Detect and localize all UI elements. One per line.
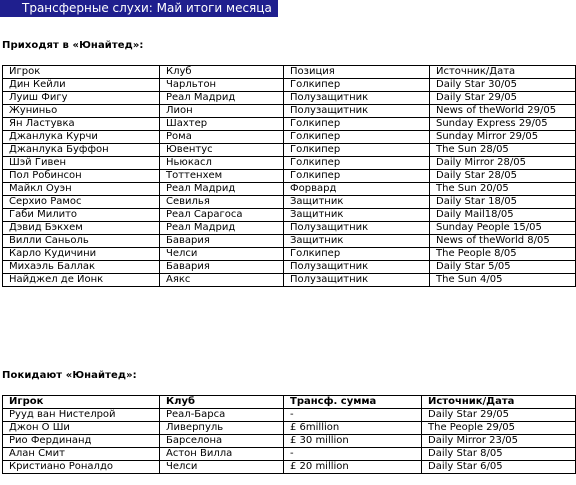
table-cell: Челси: [160, 461, 284, 474]
table-row: [3, 170, 576, 183]
table-row: [3, 461, 576, 474]
table-cell: Рууд ван Нистелрой: [3, 409, 160, 422]
table-cell: Daily Star 29/05: [422, 409, 576, 422]
table-cell: Габи Милито: [3, 209, 160, 222]
table-cell: Шэй Гивен: [3, 157, 160, 170]
table-cell: Daily Star 28/05: [430, 170, 576, 183]
table-cell: Защитник: [284, 209, 430, 222]
table-cell: Полузащитник: [284, 222, 430, 235]
table-header-row: [3, 66, 576, 79]
table-row: [3, 435, 576, 448]
table-row: [3, 131, 576, 144]
table-cell: Daily Star 29/05: [430, 92, 576, 105]
table-cell: Голкипер: [284, 248, 430, 261]
table-cell: Реал Мадрид: [160, 222, 284, 235]
table-row: [3, 209, 576, 222]
table-row: [3, 422, 576, 435]
table-row: [3, 261, 576, 274]
table-row: [3, 409, 576, 422]
table-cell: Голкипер: [284, 79, 430, 92]
page-banner: Трансферные слухи: Май итоги месяца: [0, 0, 278, 17]
table-cell: Дин Кейли: [3, 79, 160, 92]
table-cell: Криcтиано Роналдо: [3, 461, 160, 474]
table-cell: Daily Mirror 23/05: [422, 435, 576, 448]
table-cell: Daily Mail18/05: [430, 209, 576, 222]
table-cell: £ 30 million: [284, 435, 422, 448]
table-cell: Серхио Рамос: [3, 196, 160, 209]
table-cell: £ 6million: [284, 422, 422, 435]
table-cell: Михаэль Баллак: [3, 261, 160, 274]
table-row: [3, 248, 576, 261]
table-cell: Daily Star 8/05: [422, 448, 576, 461]
table-cell: Тоттенхем: [160, 170, 284, 183]
table-cell: Челси: [160, 248, 284, 261]
table-cell: Бавария: [160, 235, 284, 248]
table-cell: Барселона: [160, 435, 284, 448]
table-cell: Джон О Ши: [3, 422, 160, 435]
table-row: [3, 105, 576, 118]
table-cell: Шахтер: [160, 118, 284, 131]
table-cell: Sunday Express 29/05: [430, 118, 576, 131]
table-cell: Рио Фердинанд: [3, 435, 160, 448]
column-header: Игрок: [3, 396, 160, 409]
table-row: [3, 79, 576, 92]
table-row: [3, 274, 576, 287]
table-cell: Ювентус: [160, 144, 284, 157]
table-row: [3, 196, 576, 209]
table-row: [3, 144, 576, 157]
table-cell: Полузащитник: [284, 92, 430, 105]
table-header-row: [3, 396, 576, 409]
table-cell: Бавария: [160, 261, 284, 274]
table-cell: Майкл Оуэн: [3, 183, 160, 196]
table-cell: Полузащитник: [284, 274, 430, 287]
table-cell: Чарльтон: [160, 79, 284, 92]
incoming-transfers-table: [2, 65, 576, 287]
table-cell: Daily Star 30/05: [430, 79, 576, 92]
table-cell: Реал Сарагоса: [160, 209, 284, 222]
table-cell: Рома: [160, 131, 284, 144]
table-cell: Форвард: [284, 183, 430, 196]
column-header: Источник/Дата: [422, 396, 576, 409]
table-cell: Полузащитник: [284, 261, 430, 274]
table-cell: Севилья: [160, 196, 284, 209]
table-row: [3, 448, 576, 461]
table-cell: Вилли Саньоль: [3, 235, 160, 248]
table-cell: Daily Mirror 28/05: [430, 157, 576, 170]
table-row: [3, 235, 576, 248]
table-cell: Daily Star 5/05: [430, 261, 576, 274]
outgoing-heading: Покидают «Юнайтед»:: [2, 370, 137, 381]
table-cell: Sunday Mirror 29/05: [430, 131, 576, 144]
table-cell: Защитник: [284, 196, 430, 209]
table-cell: Голкипер: [284, 144, 430, 157]
table-cell: -: [284, 448, 422, 461]
table-cell: Луиш Фигу: [3, 92, 160, 105]
table-cell: Голкипер: [284, 131, 430, 144]
column-header: Игрок: [3, 66, 160, 79]
table-cell: Sunday People 15/05: [430, 222, 576, 235]
incoming-heading: Приходят в «Юнайтед»:: [2, 40, 144, 51]
table-cell: The People 8/05: [430, 248, 576, 261]
column-header: Позиция: [284, 66, 430, 79]
table-cell: Джанлука Курчи: [3, 131, 160, 144]
column-header: Клуб: [160, 66, 284, 79]
table-cell: Астон Вилла: [160, 448, 284, 461]
table-cell: The Sun 4/05: [430, 274, 576, 287]
table-row: [3, 92, 576, 105]
table-cell: Защитник: [284, 235, 430, 248]
table-cell: Дэвид Бэкхем: [3, 222, 160, 235]
table-cell: Джанлука Буффон: [3, 144, 160, 157]
table-row: [3, 157, 576, 170]
table-cell: Жуниньо: [3, 105, 160, 118]
column-header: Клуб: [160, 396, 284, 409]
table-cell: Daily Star 6/05: [422, 461, 576, 474]
table-cell: News of theWorld 29/05: [430, 105, 576, 118]
table-cell: Ньюкасл: [160, 157, 284, 170]
table-cell: Реал Мадрид: [160, 183, 284, 196]
table-cell: Голкипер: [284, 118, 430, 131]
table-cell: Голкипер: [284, 170, 430, 183]
table-cell: Ливерпуль: [160, 422, 284, 435]
table-cell: The Sun 20/05: [430, 183, 576, 196]
table-cell: Полузащитник: [284, 105, 430, 118]
table-row: [3, 222, 576, 235]
table-cell: Реал-Барса: [160, 409, 284, 422]
table-cell: Daily Star 18/05: [430, 196, 576, 209]
column-header: Источник/Дата: [430, 66, 576, 79]
outgoing-transfers-table: [2, 395, 576, 474]
table-cell: Найджел де Йонк: [3, 274, 160, 287]
table-row: [3, 118, 576, 131]
table-row: [3, 183, 576, 196]
table-cell: News of theWorld 8/05: [430, 235, 576, 248]
table-cell: Голкипер: [284, 157, 430, 170]
table-cell: Алан Смит: [3, 448, 160, 461]
table-cell: The Sun 28/05: [430, 144, 576, 157]
table-cell: £ 20 million: [284, 461, 422, 474]
table-cell: Карло Кудичини: [3, 248, 160, 261]
table-cell: -: [284, 409, 422, 422]
table-cell: Ян Ластувка: [3, 118, 160, 131]
table-cell: The People 29/05: [422, 422, 576, 435]
table-cell: Реал Мадрид: [160, 92, 284, 105]
table-cell: Аякс: [160, 274, 284, 287]
column-header: Трансф. сумма: [284, 396, 422, 409]
table-cell: Пол Робинсон: [3, 170, 160, 183]
table-cell: Лион: [160, 105, 284, 118]
